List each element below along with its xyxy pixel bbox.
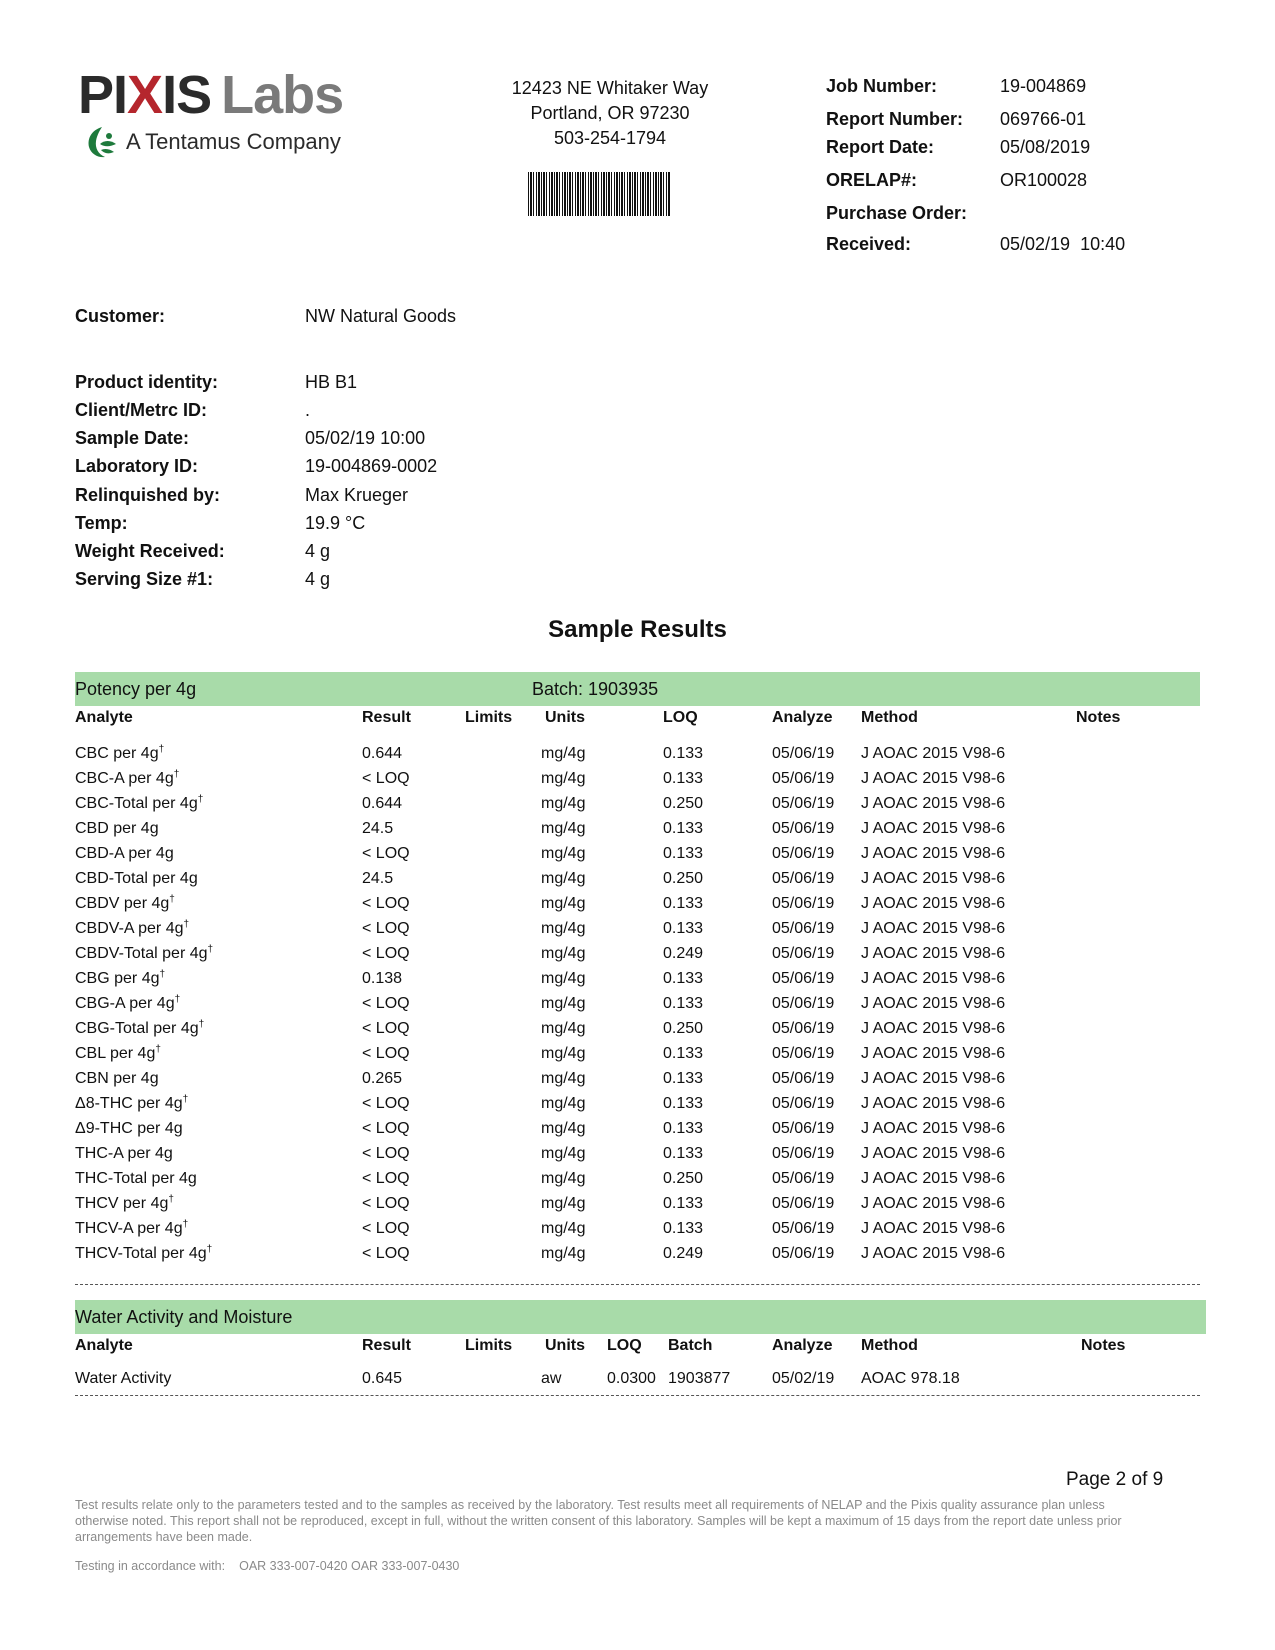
table-row (75, 1095, 1200, 1120)
cell-analyte: CBC-Total per 4g† (75, 794, 204, 812)
cell-loq: 0.133 (663, 745, 704, 762)
cell-analyze: 05/06/19 (772, 1170, 835, 1187)
cell-analyze: 05/06/19 (772, 895, 835, 912)
cell-analyte: THCV per 4g† (75, 1194, 174, 1212)
cell-analyte: CBDV-A per 4g† (75, 919, 190, 937)
table-row (75, 770, 1200, 795)
cell-analyte: Δ8-THC per 4g† (75, 1094, 189, 1112)
table-row (75, 820, 1200, 845)
cell-analyte: CBDV-Total per 4g† (75, 944, 214, 962)
dagger-mark: † (206, 1244, 213, 1255)
cell-analyze: 05/06/19 (772, 995, 835, 1012)
laboratory-id-row: Laboratory ID: 19-004869-0002 (75, 456, 438, 476)
cell-analyze: 05/06/19 (772, 820, 835, 837)
dagger-mark: † (169, 894, 175, 905)
cell-result: < LOQ (362, 1095, 410, 1112)
cell-units: mg/4g (541, 1145, 586, 1162)
cell-analyte: CBG per 4g† (75, 969, 166, 987)
cell-analyte: CBC per 4g† (75, 744, 165, 762)
cell-loq: 0.133 (663, 845, 704, 862)
address-phone: 503-254-1794 (553, 128, 667, 148)
cell-units: mg/4g (541, 1070, 586, 1087)
dagger-mark: † (198, 1019, 205, 1030)
cell-loq: 0.133 (663, 1220, 704, 1237)
cell-analyze: 05/06/19 (772, 845, 835, 862)
cell-units: mg/4g (541, 1170, 586, 1187)
cell-analyze: 05/06/19 (772, 1220, 835, 1237)
cell-method: J AOAC 2015 V98-6 (861, 1145, 1006, 1162)
cell-method: J AOAC 2015 V98-6 (861, 970, 1006, 987)
table-row (75, 1120, 1200, 1145)
cell-result: < LOQ (362, 1220, 410, 1237)
cell-loq: 0.133 (663, 1195, 704, 1212)
cell-method: J AOAC 2015 V98-6 (861, 1120, 1006, 1137)
cell-method: J AOAC 2015 V98-6 (861, 870, 1006, 887)
cell-result: 0.644 (362, 795, 403, 812)
table-row (75, 1245, 1200, 1270)
cell-analyte: THCV-Total per 4g† (75, 1244, 213, 1262)
col-analyte: Analyte (75, 709, 133, 726)
cell-loq: 0.250 (663, 795, 704, 812)
cell-result: 0.644 (362, 745, 403, 762)
dagger-mark: † (155, 1044, 161, 1055)
cell-analyte: CBG-Total per 4g† (75, 1019, 205, 1037)
potency-batch: Batch: 1903935 (532, 678, 659, 699)
serving-size-row: Serving Size #1: 4 g (75, 569, 331, 589)
col-analyze: Analyze (772, 1337, 833, 1354)
cell-units: mg/4g (541, 795, 586, 812)
cell-units: mg/4g (541, 1095, 586, 1112)
cell-loq: 0.133 (663, 770, 704, 787)
testing-accordance: Testing in accordance with: OAR 333-007-0420 OAR 333-007-0430 (75, 1559, 460, 1573)
table-row (75, 845, 1200, 870)
cell-loq: 0.250 (663, 1020, 704, 1037)
cell-result: < LOQ (362, 1145, 410, 1162)
address-city: Portland, OR 97230 (530, 103, 690, 123)
relinquished-by-row: Relinquished by: Max Krueger (75, 485, 409, 505)
table-row (75, 920, 1200, 945)
cell-units: mg/4g (541, 945, 586, 962)
col-analyze: Analyze (772, 709, 833, 726)
cell-loq: 0.133 (663, 1145, 704, 1162)
cell-analyze: 05/06/19 (772, 745, 835, 762)
col-notes: Notes (1076, 709, 1121, 726)
col-analyte: Analyte (75, 1337, 133, 1354)
cell-method: J AOAC 2015 V98-6 (861, 770, 1006, 787)
cell-units: mg/4g (541, 745, 586, 762)
report-date-row: Report Date: 05/08/2019 (826, 137, 1091, 157)
cell-units: mg/4g (541, 970, 586, 987)
col-method: Method (861, 1337, 918, 1354)
report-number-row: Report Number: 069766-01 (826, 109, 1087, 129)
dagger-mark: † (158, 744, 165, 755)
cell-analyte: THC-A per 4g (75, 1145, 173, 1162)
col-notes: Notes (1081, 1337, 1126, 1354)
cell-method: J AOAC 2015 V98-6 (861, 1070, 1006, 1087)
cell-loq: 0.250 (663, 870, 704, 887)
barcode (528, 172, 670, 216)
cell-analyze: 05/06/19 (772, 1045, 835, 1062)
table-row (75, 1020, 1200, 1045)
cell-result: 0.265 (362, 1070, 403, 1087)
cell-result: < LOQ (362, 945, 410, 962)
col-limits: Limits (465, 1337, 513, 1354)
cell-result: < LOQ (362, 1195, 410, 1212)
cell-units: mg/4g (541, 995, 586, 1012)
dagger-mark: † (173, 769, 180, 780)
customer-row: Customer: NW Natural Goods (75, 306, 457, 326)
dagger-mark: † (207, 944, 214, 955)
section-divider (75, 1284, 1200, 1285)
cell-analyze: 05/06/19 (772, 970, 835, 987)
water-section-header (75, 1300, 1206, 1334)
tentamus-leaf-icon (84, 124, 120, 160)
dagger-mark: † (182, 1219, 189, 1230)
cell-method: J AOAC 2015 V98-6 (861, 1095, 1006, 1112)
cell-units: mg/4g (541, 1045, 586, 1062)
col-units: Units (545, 1337, 585, 1354)
cell-loq: 0.133 (663, 995, 704, 1012)
cell-analyte: CBD-Total per 4g (75, 870, 198, 887)
col-result: Result (362, 709, 411, 726)
cell-analyte: THCV-A per 4g† (75, 1219, 189, 1237)
dagger-mark: † (197, 794, 204, 805)
cell-loq: 0.133 (663, 895, 704, 912)
cell-result: 24.5 (362, 820, 394, 837)
dagger-mark: † (168, 1194, 174, 1205)
potency-title: Potency per 4g (75, 678, 197, 699)
table-row (75, 1195, 1200, 1220)
cell-units: mg/4g (541, 820, 586, 837)
cell-units: mg/4g (541, 1220, 586, 1237)
job-number-row: Job Number: 19-004869 (826, 76, 1087, 96)
cell-method: J AOAC 2015 V98-6 (861, 1045, 1006, 1062)
address-street: 12423 NE Whitaker Way (511, 78, 709, 98)
cell-result: < LOQ (362, 1020, 410, 1037)
weight-received-row: Weight Received: 4 g (75, 541, 331, 561)
dagger-mark: † (183, 919, 190, 930)
temp-row: Temp: 19.9 °C (75, 513, 366, 533)
cell-result: < LOQ (362, 770, 410, 787)
cell-analyze: 05/06/19 (772, 1070, 835, 1087)
cell-analyte: CBC-A per 4g† (75, 769, 180, 787)
col-units: Units (545, 709, 585, 726)
logo-tagline: A Tentamus Company (84, 124, 341, 160)
cell-analyze: 05/06/19 (772, 870, 835, 887)
col-limits: Limits (465, 709, 513, 726)
cell-method: J AOAC 2015 V98-6 (861, 945, 1006, 962)
cell-loq: 0.133 (663, 920, 704, 937)
table-row (75, 895, 1200, 920)
disclaimer: Test results relate only to the parameters tested and to the samples as received by the laboratory. Test results meet all requirements of NELAP and the Pixis quality assurance plan unless otherwise noted. This report shall not be reproduced, except in full, without the written consent of this laboratory. Samples will be kept a maximum of 15 days from the report date unless prior arrangements have been made. (75, 1498, 1122, 1544)
cell-loq: 0.133 (663, 1070, 704, 1087)
cell-loq: 0.249 (663, 945, 704, 962)
table-row (75, 870, 1200, 895)
cell-analyte: CBDV per 4g† (75, 894, 175, 912)
table-row (75, 745, 1200, 770)
client-metrc-id-row: Client/Metrc ID: . (75, 400, 311, 420)
table-row (75, 1170, 1200, 1195)
cell-analyte: CBD per 4g (75, 820, 159, 837)
water-title: Water Activity and Moisture (75, 1306, 293, 1327)
cell-method: J AOAC 2015 V98-6 (861, 845, 1006, 862)
cell-loq: 0.250 (663, 1170, 704, 1187)
table-row (75, 1220, 1200, 1245)
cell-loq: 0.133 (663, 1120, 704, 1137)
table-row (75, 795, 1200, 820)
cell-units: mg/4g (541, 870, 586, 887)
cell-analyze: 05/06/19 (772, 1145, 835, 1162)
dagger-mark: † (159, 969, 166, 980)
cell-result: 24.5 (362, 870, 394, 887)
table-row (75, 1070, 1200, 1095)
cell-method: J AOAC 2015 V98-6 (861, 1195, 1006, 1212)
cell-method: J AOAC 2015 V98-6 (861, 745, 1006, 762)
potency-section-header (75, 672, 1200, 706)
cell-units: mg/4g (541, 1195, 586, 1212)
cell-result: < LOQ (362, 845, 410, 862)
cell-loq: 0.133 (663, 1095, 704, 1112)
cell-result: < LOQ (362, 1245, 410, 1262)
cell-analyze: 05/06/19 (772, 770, 835, 787)
cell-analyte: Δ9-THC per 4g (75, 1120, 183, 1137)
cell-analyze: 05/06/19 (772, 1245, 835, 1262)
col-loq: LOQ (663, 709, 698, 726)
cell-analyze: 05/06/19 (772, 945, 835, 962)
col-batch: Batch (668, 1337, 713, 1354)
cell-analyze: 05/06/19 (772, 1095, 835, 1112)
cell-method: J AOAC 2015 V98-6 (861, 820, 1006, 837)
cell-analyte: THC-Total per 4g (75, 1170, 197, 1187)
table-row (75, 945, 1200, 970)
product-identity-row: Product identity: HB B1 (75, 372, 358, 392)
cell-loq: 0.133 (663, 820, 704, 837)
cell-units: mg/4g (541, 1245, 586, 1262)
col-result: Result (362, 1337, 411, 1354)
cell-units: mg/4g (541, 845, 586, 862)
cell-method: J AOAC 2015 V98-6 (861, 1170, 1006, 1187)
table-row (75, 1145, 1200, 1170)
table-row (75, 970, 1200, 995)
cell-analyte: CBN per 4g (75, 1070, 159, 1087)
received-row: Received: 05/02/19 10:40 (826, 234, 1126, 254)
cell-result: < LOQ (362, 1045, 410, 1062)
cell-analyze: 05/06/19 (772, 1120, 835, 1137)
table-row (75, 995, 1200, 1020)
water-table-header (75, 1337, 1200, 1359)
cell-loq: 0.249 (663, 1245, 704, 1262)
purchase-order-row: Purchase Order: (826, 203, 968, 223)
sample-date-row: Sample Date: 05/02/19 10:00 (75, 428, 426, 448)
cell-result: < LOQ (362, 1170, 410, 1187)
cell-analyte: CBL per 4g† (75, 1044, 161, 1062)
col-loq: LOQ (607, 1337, 642, 1354)
cell-method: J AOAC 2015 V98-6 (861, 1220, 1006, 1237)
cell-units: mg/4g (541, 770, 586, 787)
cell-method: J AOAC 2015 V98-6 (861, 895, 1006, 912)
cell-units: mg/4g (541, 1020, 586, 1037)
cell-method: J AOAC 2015 V98-6 (861, 1245, 1006, 1262)
cell-units: mg/4g (541, 1120, 586, 1137)
page-number: Page 2 of 9 (1066, 1469, 1164, 1490)
lab-address (480, 76, 740, 151)
cell-loq: 0.133 (663, 1045, 704, 1062)
dagger-mark: † (174, 994, 181, 1005)
potency-table-header (75, 709, 1200, 731)
cell-analyze: 05/06/19 (772, 920, 835, 937)
cell-analyze: 05/06/19 (772, 1020, 835, 1037)
cell-result: < LOQ (362, 920, 410, 937)
cell-units: mg/4g (541, 920, 586, 937)
cell-method: J AOAC 2015 V98-6 (861, 795, 1006, 812)
section-divider (75, 1395, 1200, 1396)
orelap-row: ORELAP#: OR100028 (826, 170, 1088, 190)
cell-analyze: 05/06/19 (772, 795, 835, 812)
cell-analyze: 05/06/19 (772, 1195, 835, 1212)
cell-units: mg/4g (541, 895, 586, 912)
pixis-labs-logo: PIXIS Labs (78, 65, 344, 125)
section-title: Sample Results (548, 616, 727, 643)
dagger-mark: † (182, 1094, 189, 1105)
cell-analyte: CBG-A per 4g† (75, 994, 181, 1012)
cell-result: < LOQ (362, 995, 410, 1012)
cell-loq: 0.133 (663, 970, 704, 987)
cell-result: < LOQ (362, 895, 410, 912)
cell-method: J AOAC 2015 V98-6 (861, 1020, 1006, 1037)
col-method: Method (861, 709, 918, 726)
cell-analyte: CBD-A per 4g (75, 845, 174, 862)
table-row (75, 1045, 1200, 1070)
table-row: Water Activity 0.645 aw 0.0300 1903877 05/02/19 AOAC 978.18 (75, 1370, 960, 1387)
cell-result: 0.138 (362, 970, 403, 987)
cell-result: < LOQ (362, 1120, 410, 1137)
cell-method: J AOAC 2015 V98-6 (861, 920, 1006, 937)
cell-method: J AOAC 2015 V98-6 (861, 995, 1006, 1012)
